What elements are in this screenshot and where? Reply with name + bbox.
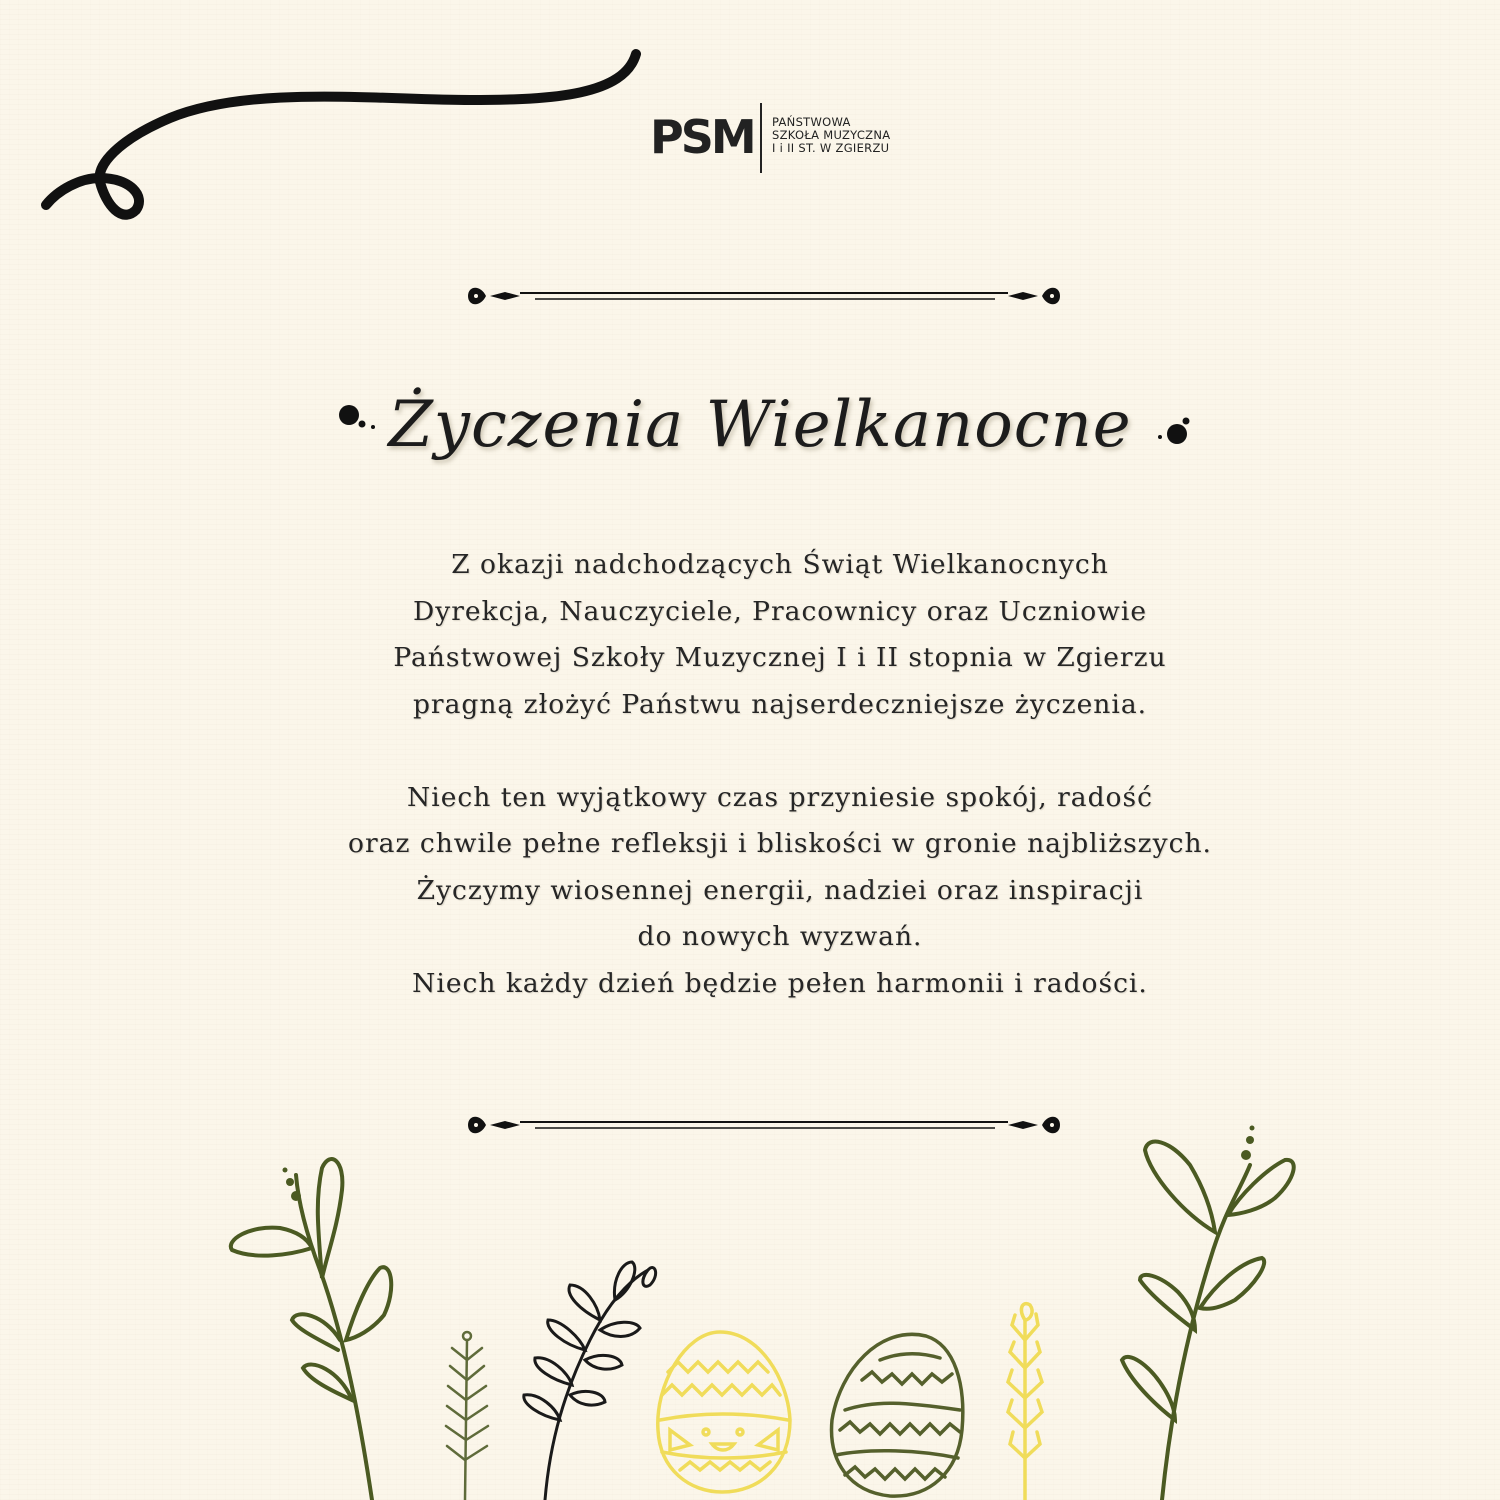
message-line: Niech każdy dzień będzie pełen harmonii i radości. xyxy=(412,967,1148,999)
small-sprig-icon xyxy=(446,1332,488,1500)
yellow-sprig-icon xyxy=(1008,1304,1042,1500)
message-line: pragną złożyć Państwu najserdeczniejsze życzenia. xyxy=(412,688,1148,720)
logo-line: PAŃSTWOWA xyxy=(772,115,851,129)
yellow-egg-icon xyxy=(658,1332,790,1492)
green-egg-icon xyxy=(832,1334,963,1496)
message-line: oraz chwile pełne refleksji i bliskości w gronie najbliższych. xyxy=(348,828,1212,859)
message-line: Z okazji nadchodzących Świąt Wielkanocnych xyxy=(451,549,1109,580)
message-line: Niech ten wyjątkowy czas przyniesie spokój, radość xyxy=(407,781,1153,813)
message-line: do nowych wyzwań. xyxy=(637,921,923,952)
logo-mark: PSM xyxy=(650,110,754,164)
message-line: Dyrekcja, Nauczyciele, Pracownicy oraz Uczniowie xyxy=(413,595,1147,627)
left-branch-icon xyxy=(231,1159,391,1500)
logo-line: I i II ST. W ZGIERZU xyxy=(772,141,890,155)
right-branch-dots xyxy=(1241,1126,1255,1161)
logo-line: SZKOŁA MUZYCZNA xyxy=(772,128,891,142)
message-line: Państwowej Szkoły Muzycznej I i II stopnia w Zgierzu xyxy=(393,642,1167,673)
right-branch-icon xyxy=(1122,1142,1294,1500)
greeting-title: Życzenia Wielkanocne xyxy=(388,388,1132,462)
fern-branch-icon xyxy=(524,1262,656,1500)
message-line: Życzymy wiosennej energii, nadziei oraz inspiracji xyxy=(416,874,1144,906)
